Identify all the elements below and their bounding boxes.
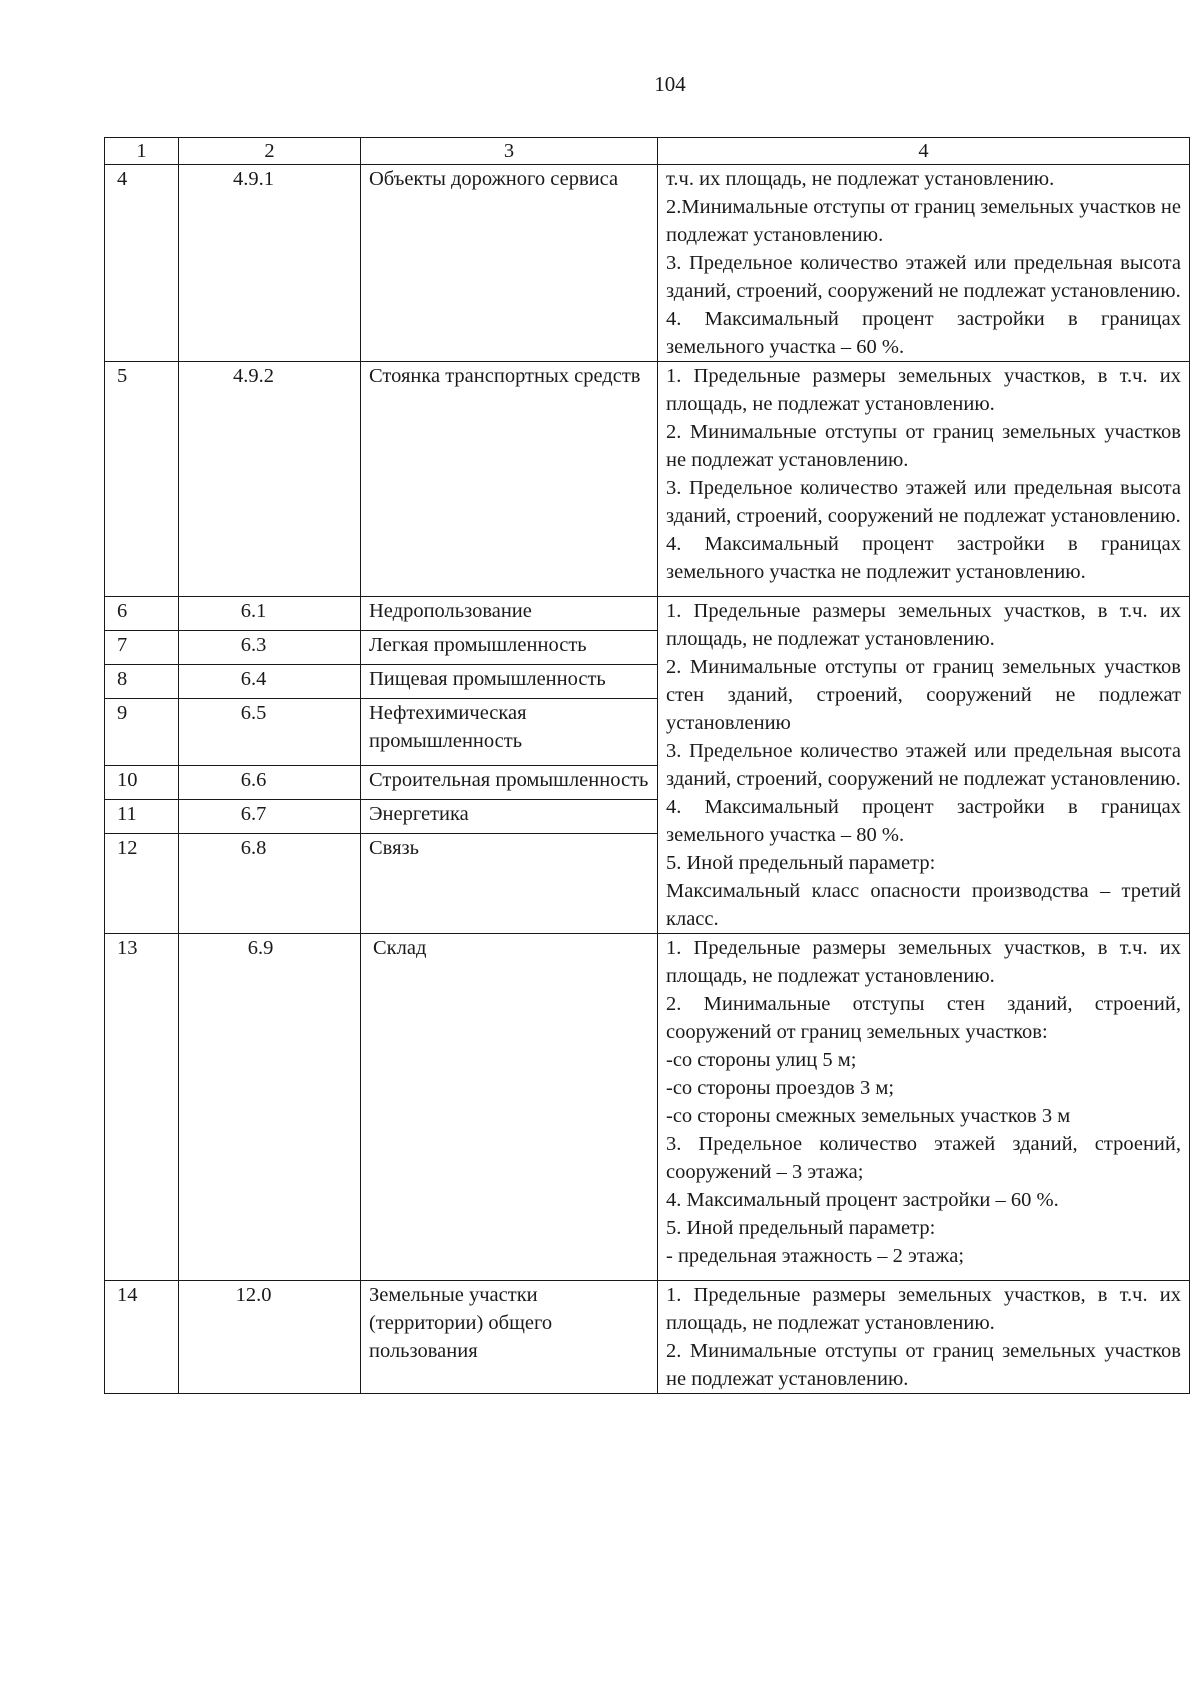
- use-name: Недропользование: [361, 597, 658, 631]
- use-code: 6.4: [179, 665, 361, 699]
- parameter-text: 2. Минимальные отступы стен зданий, строений, сооружений от границ земельных участков:: [666, 993, 1181, 1043]
- use-name: Связь: [361, 834, 658, 934]
- parameter-text: - предельная этажность – 2 этажа;: [666, 1245, 965, 1267]
- parameter-text: 4. Максимальный процент застройки в границах земельного участка не подлежит установлению.: [666, 533, 1181, 583]
- parameter-text: 3. Предельное количество этажей зданий, строений, сооружений – 3 этажа;: [666, 1133, 1181, 1183]
- regulations-table: [104, 137, 1190, 1394]
- row-number: 7: [105, 631, 179, 665]
- row-number: 9: [105, 699, 179, 766]
- parameter-text: 1. Предельные размеры земельных участков, в т.ч. их площадь, не подлежат установлению.: [666, 365, 1181, 415]
- use-code: 6.5: [179, 699, 361, 766]
- parameter-text: 5. Иной предельный параметр:: [666, 1217, 936, 1239]
- row-number: 14: [105, 1281, 179, 1394]
- row-number: 12: [105, 834, 179, 934]
- row-number: 5: [105, 362, 179, 597]
- parameter-text: -со стороны проездов 3 м;: [666, 1077, 895, 1099]
- use-code: 12.0: [179, 1281, 361, 1394]
- row-number: 13: [105, 934, 179, 1281]
- use-name: Энергетика: [361, 799, 658, 833]
- parameter-text: 4. Максимальный процент застройки в границах земельного участка – 60 %.: [666, 308, 1181, 358]
- use-name: Объекты дорожного сервиса: [361, 165, 658, 362]
- use-name: [361, 934, 658, 1281]
- parameter-text: -со стороны улиц 5 м;: [666, 1049, 857, 1071]
- table-row: [105, 934, 1190, 1281]
- row-number: 4: [105, 165, 179, 362]
- parameter-text: 1. Предельные размеры земельных участков, в т.ч. их площадь, не подлежат установлению.: [666, 937, 1181, 987]
- use-code: 6.6: [179, 765, 361, 799]
- page-number: 104: [654, 72, 686, 96]
- column-header: 4: [658, 138, 1190, 165]
- parameter-text: 3. Предельное количество этажей или предельная высота зданий, строений, сооружений не подлежат установлению.: [666, 740, 1181, 790]
- parameter-text: 3. Предельное количество этажей или предельная высота зданий, строений, сооружений не подлежат установлению.: [666, 252, 1181, 302]
- use-name: Стоянка транспортных средств: [361, 362, 658, 597]
- row-number: 11: [105, 799, 179, 833]
- use-name: Пищевая промышленность: [361, 665, 658, 699]
- use-name-text: Склад: [373, 937, 427, 959]
- table-row: [105, 362, 1190, 597]
- parameters-cell: [658, 597, 1190, 934]
- column-number-row: [105, 138, 1190, 165]
- parameter-text: 1. Предельные размеры земельных участков, в т.ч. их площадь, не подлежат установлению.: [666, 1284, 1181, 1334]
- use-code: [179, 934, 361, 1281]
- use-code-text: 6.9: [247, 937, 274, 959]
- parameter-text: 5. Иной предельный параметр:: [666, 852, 936, 874]
- table-row: [105, 597, 1190, 631]
- row-number: 6: [105, 597, 179, 631]
- table-row: [105, 1281, 1190, 1394]
- use-name: Строительная промышленность: [361, 765, 658, 799]
- parameter-text: 2. Минимальные отступы от границ земельных участков не подлежат установлению.: [666, 421, 1181, 471]
- use-code: 6.3: [179, 631, 361, 665]
- use-code: 6.8: [179, 834, 361, 934]
- use-name: Нефтехимическая промышленность: [361, 699, 658, 766]
- parameters-cell: [658, 362, 1190, 597]
- column-header: 2: [179, 138, 361, 165]
- parameter-text: -со стороны смежных земельных участков 3 м: [666, 1105, 1071, 1127]
- use-name: Земельные участки (территории) общего пользования: [361, 1281, 658, 1394]
- parameters-cell: [658, 165, 1190, 362]
- column-header: 1: [105, 138, 179, 165]
- parameter-text: 4. Максимальный процент застройки – 60 %.: [666, 1189, 1059, 1211]
- parameters-cell: [658, 934, 1190, 1281]
- parameter-text: Максимальный класс опасности производства – третий класс.: [666, 880, 1181, 930]
- parameter-text: 4. Максимальный процент застройки в границах земельного участка – 80 %.: [666, 796, 1181, 846]
- parameter-text: 3. Предельное количество этажей или предельная высота зданий, строений, сооружений не подлежат установлению.: [666, 477, 1181, 527]
- use-code: 6.7: [179, 799, 361, 833]
- column-header: 3: [361, 138, 658, 165]
- use-name: Легкая промышленность: [361, 631, 658, 665]
- table-row: [105, 165, 1190, 362]
- parameter-text: 1. Предельные размеры земельных участков, в т.ч. их площадь, не подлежат установлению.: [666, 600, 1181, 650]
- parameter-text: 2.Минимальные отступы от границ земельных участков не подлежат установлению.: [666, 196, 1181, 246]
- parameter-text: 2. Минимальные отступы от границ земельных участков стен зданий, строений, сооружений не подлежат установлению: [666, 656, 1181, 734]
- row-number: 10: [105, 765, 179, 799]
- use-code: 4.9.1: [179, 165, 361, 362]
- parameters-cell: [658, 1281, 1190, 1394]
- parameter-text: 2. Минимальные отступы от границ земельных участков не подлежат установлению.: [666, 1340, 1181, 1390]
- row-number: 8: [105, 665, 179, 699]
- use-code: 4.9.2: [179, 362, 361, 597]
- parameter-text: т.ч. их площадь, не подлежат установлению.: [666, 168, 1055, 190]
- use-code: 6.1: [179, 597, 361, 631]
